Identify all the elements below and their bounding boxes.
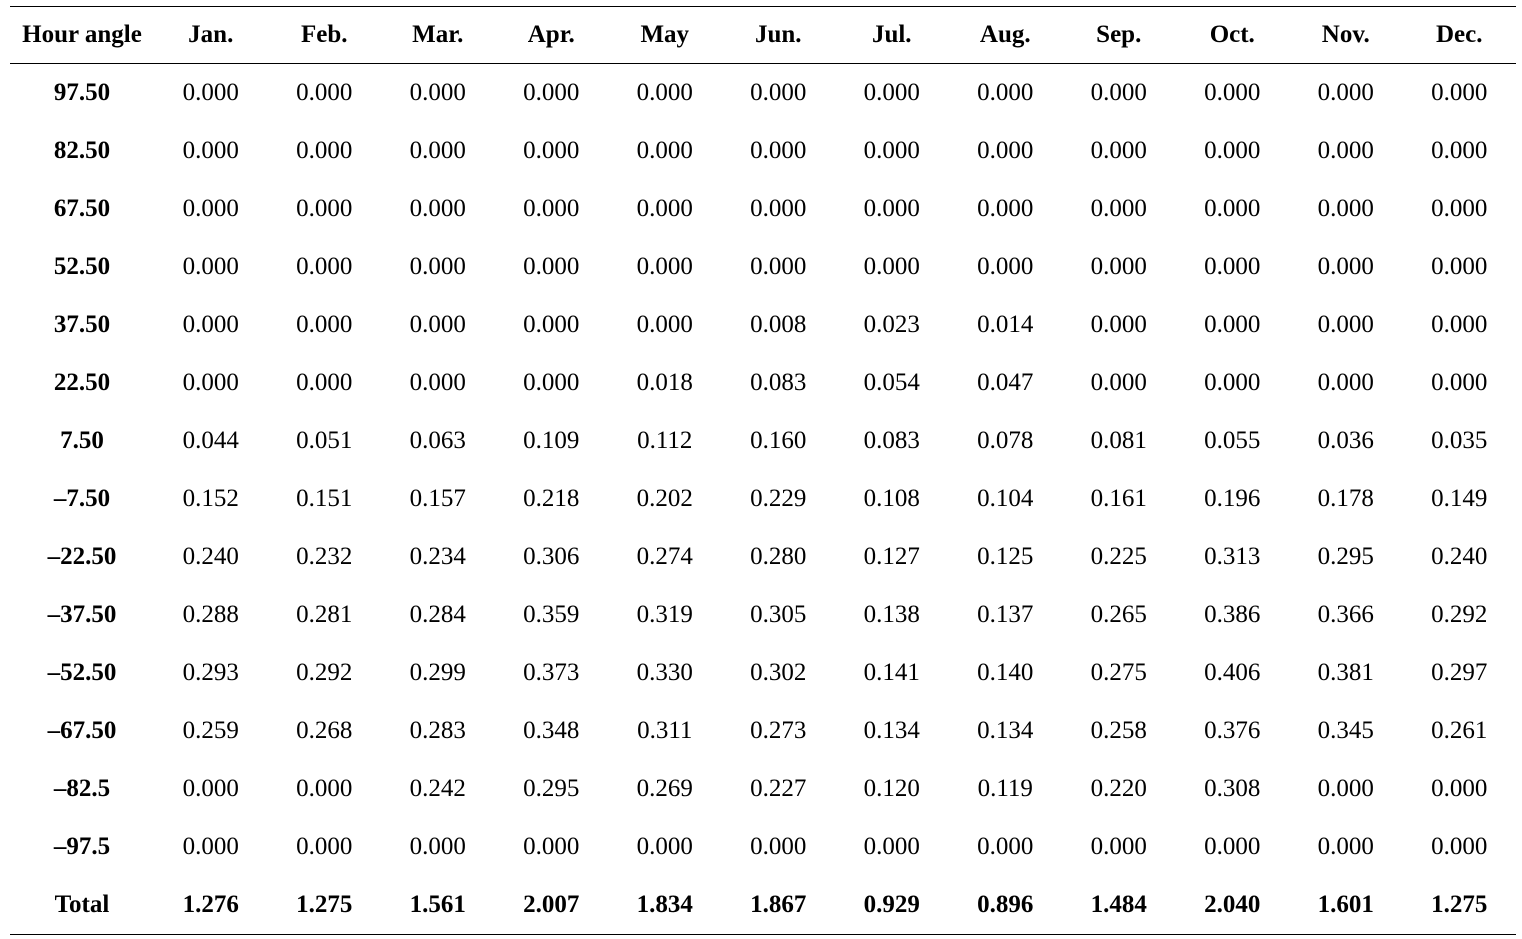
table-cell: 0.141: [863, 659, 920, 686]
table-cell: 0.319: [636, 601, 693, 628]
table-row: [10, 238, 1516, 296]
row-label-hour-angle: –7.50: [53, 485, 111, 512]
table-cell: 0.134: [863, 717, 920, 744]
table-cell: 0.268: [296, 717, 353, 744]
table-cell: 0.000: [296, 137, 353, 164]
table-cell: 0.078: [977, 427, 1034, 454]
row-label-hour-angle: –37.50: [47, 601, 117, 628]
table-cell: 0.000: [1090, 253, 1147, 280]
table-cell: 0.240: [1431, 543, 1488, 570]
table-cell: 0.000: [1431, 311, 1488, 338]
total-label: Total: [10, 876, 154, 935]
table-cell: 0.259: [182, 717, 239, 744]
table-cell: 0.000: [863, 137, 920, 164]
table-row: [10, 818, 1516, 876]
table-cell: 0.112: [637, 427, 693, 454]
table-cell: 0.047: [977, 369, 1034, 396]
table-cell: 0.218: [523, 485, 580, 512]
table-cell: 0.000: [1090, 195, 1147, 222]
table-cell: 0.275: [1090, 659, 1147, 686]
table-cell: 0.000: [1090, 369, 1147, 396]
table-cell: 0.000: [1431, 833, 1488, 860]
column-header-month: Oct.: [1176, 7, 1290, 64]
table-cell: 0.000: [296, 369, 353, 396]
total-cell: 2.007: [495, 876, 609, 935]
table-cell: 0.000: [409, 311, 466, 338]
table-row: [10, 64, 1516, 123]
table-cell: 0.000: [296, 775, 353, 802]
table-cell: 0.348: [523, 717, 580, 744]
column-header-month: Dec.: [1403, 7, 1517, 64]
table-row: [10, 702, 1516, 760]
table-cell: 0.137: [977, 601, 1034, 628]
table-row: [10, 586, 1516, 644]
table-cell: 0.000: [409, 195, 466, 222]
table-cell: 0.265: [1090, 601, 1147, 628]
table-cell: 0.051: [296, 427, 353, 454]
table-cell: 0.083: [863, 427, 920, 454]
table-cell: 0.311: [637, 717, 693, 744]
table-row: [10, 412, 1516, 470]
row-label-hour-angle: 37.50: [53, 311, 111, 338]
table-cell: 0.000: [750, 137, 807, 164]
table-row: [10, 470, 1516, 528]
table-cell: 0.140: [977, 659, 1034, 686]
table-cell: 0.000: [523, 311, 580, 338]
table-cell: 0.000: [1204, 137, 1261, 164]
table-cell: 0.000: [409, 369, 466, 396]
table-cell: 0.000: [636, 137, 693, 164]
table-cell: 0.151: [296, 485, 353, 512]
table-cell: 0.376: [1204, 717, 1261, 744]
table-cell: 0.000: [863, 833, 920, 860]
table-cell: 0.295: [1317, 543, 1374, 570]
table-cell: 0.000: [977, 137, 1034, 164]
table-cell: 0.281: [296, 601, 353, 628]
table-cell: 0.127: [863, 543, 920, 570]
total-cell: 1.867: [722, 876, 836, 935]
table-row: [10, 528, 1516, 586]
table-cell: 0.000: [1090, 137, 1147, 164]
table-cell: 0.273: [750, 717, 807, 744]
row-label-hour-angle: –82.5: [53, 775, 111, 802]
table-cell: 0.000: [1317, 195, 1374, 222]
table-cell: 0.306: [523, 543, 580, 570]
table-cell: 0.261: [1431, 717, 1488, 744]
total-cell: 0.896: [949, 876, 1063, 935]
total-cell: 0.929: [835, 876, 949, 935]
table-cell: 0.000: [182, 311, 239, 338]
table-cell: 0.359: [523, 601, 580, 628]
table-cell: 0.000: [523, 195, 580, 222]
table-cell: 0.000: [523, 253, 580, 280]
table-cell: 0.000: [636, 195, 693, 222]
table-cell: 0.000: [1317, 137, 1374, 164]
table-cell: 0.000: [1317, 79, 1374, 106]
column-header-month: Nov.: [1289, 7, 1403, 64]
table-cell: 0.054: [863, 369, 920, 396]
table-cell: 0.023: [863, 311, 920, 338]
table-cell: 0.000: [523, 369, 580, 396]
table-cell: 0.000: [750, 195, 807, 222]
table-cell: 0.345: [1317, 717, 1374, 744]
table-row: [10, 180, 1516, 238]
header-row: [10, 7, 1516, 64]
table-cell: 0.000: [182, 137, 239, 164]
table-cell: 0.269: [636, 775, 693, 802]
table-cell: 0.119: [977, 775, 1033, 802]
row-label-hour-angle: 52.50: [53, 253, 111, 280]
table-cell: 0.008: [750, 311, 807, 338]
table-cell: 0.000: [636, 79, 693, 106]
table-cell: 0.000: [1204, 79, 1261, 106]
table-row: [10, 122, 1516, 180]
total-cell: 1.275: [1403, 876, 1517, 935]
table-cell: 0.283: [409, 717, 466, 744]
table-cell: 0.000: [1204, 253, 1261, 280]
table-cell: 0.081: [1090, 427, 1147, 454]
row-label-hour-angle: 67.50: [53, 195, 111, 222]
table-cell: 0.000: [863, 79, 920, 106]
table-cell: 0.242: [409, 775, 466, 802]
table-cell: 0.284: [409, 601, 466, 628]
table-cell: 0.000: [409, 137, 466, 164]
table-cell: 0.000: [182, 369, 239, 396]
column-header-month: Sep.: [1062, 7, 1176, 64]
table-cell: 0.373: [523, 659, 580, 686]
hour-angle-monthly-table: [10, 6, 1516, 935]
table-cell: 0.232: [296, 543, 353, 570]
table-cell: 0.000: [1204, 369, 1261, 396]
table-cell: 0.366: [1317, 601, 1374, 628]
table-cell: 0.000: [296, 253, 353, 280]
data-table-container: [10, 6, 1516, 935]
table-cell: 0.000: [1317, 775, 1374, 802]
table-cell: 0.000: [1317, 369, 1374, 396]
row-label-hour-angle: –97.5: [53, 833, 111, 860]
column-header-month: Jan.: [154, 7, 268, 64]
table-cell: 0.000: [296, 79, 353, 106]
table-cell: 0.313: [1204, 543, 1261, 570]
table-cell: 0.063: [409, 427, 466, 454]
table-cell: 0.240: [182, 543, 239, 570]
table-cell: 0.000: [750, 253, 807, 280]
table-cell: 0.196: [1204, 485, 1261, 512]
column-header-month: Jul.: [835, 7, 949, 64]
table-cell: 0.000: [1090, 79, 1147, 106]
table-cell: 0.225: [1090, 543, 1147, 570]
table-cell: 0.000: [1204, 195, 1261, 222]
table-cell: 0.160: [750, 427, 807, 454]
table-cell: 0.220: [1090, 775, 1147, 802]
table-cell: 0.044: [182, 427, 239, 454]
table-cell: 0.018: [636, 369, 693, 396]
table-cell: 0.000: [409, 253, 466, 280]
table-cell: 0.000: [1431, 79, 1488, 106]
row-label-hour-angle: 22.50: [53, 369, 111, 396]
table-cell: 0.292: [1431, 601, 1488, 628]
column-header-month: Jun.: [722, 7, 836, 64]
table-cell: 0.000: [750, 833, 807, 860]
table-cell: 0.000: [863, 195, 920, 222]
column-header-month: Apr.: [495, 7, 609, 64]
table-cell: 0.000: [636, 253, 693, 280]
table-cell: 0.083: [750, 369, 807, 396]
row-label-hour-angle: –52.50: [47, 659, 117, 686]
table-cell: 0.134: [977, 717, 1034, 744]
table-cell: 0.280: [750, 543, 807, 570]
column-header-hour-angle: Hour angle: [10, 7, 154, 64]
table-cell: 0.000: [182, 833, 239, 860]
table-cell: 0.234: [409, 543, 466, 570]
table-cell: 0.000: [977, 253, 1034, 280]
table-cell: 0.161: [1090, 485, 1147, 512]
table-body: [10, 64, 1516, 935]
table-cell: 0.202: [636, 485, 693, 512]
column-header-month: Aug.: [949, 7, 1063, 64]
table-cell: 0.000: [1317, 253, 1374, 280]
table-cell: 0.295: [523, 775, 580, 802]
table-cell: 0.302: [750, 659, 807, 686]
table-cell: 0.000: [1431, 195, 1488, 222]
table-cell: 0.000: [863, 253, 920, 280]
table-cell: 0.227: [750, 775, 807, 802]
table-cell: 0.297: [1431, 659, 1488, 686]
table-cell: 0.000: [409, 79, 466, 106]
table-cell: 0.292: [296, 659, 353, 686]
table-cell: 0.000: [182, 253, 239, 280]
table-cell: 0.000: [523, 137, 580, 164]
table-cell: 0.120: [863, 775, 920, 802]
table-cell: 0.000: [296, 311, 353, 338]
table-cell: 0.229: [750, 485, 807, 512]
table-cell: 0.000: [296, 833, 353, 860]
table-cell: 0.000: [182, 775, 239, 802]
row-label-hour-angle: 82.50: [53, 137, 111, 164]
total-cell: 1.561: [381, 876, 495, 935]
row-label-hour-angle: –22.50: [47, 543, 117, 570]
table-header: [10, 7, 1516, 64]
table-cell: 0.293: [182, 659, 239, 686]
table-cell: 0.000: [636, 311, 693, 338]
table-cell: 0.288: [182, 601, 239, 628]
total-row: [10, 876, 1516, 935]
table-cell: 0.305: [750, 601, 807, 628]
table-cell: 0.109: [523, 427, 580, 454]
column-header-month: May: [608, 7, 722, 64]
table-cell: 0.000: [409, 833, 466, 860]
table-cell: 0.055: [1204, 427, 1261, 454]
table-cell: 0.000: [1090, 833, 1147, 860]
table-cell: 0.104: [977, 485, 1034, 512]
table-cell: 0.000: [1431, 253, 1488, 280]
table-cell: 0.000: [182, 79, 239, 106]
table-cell: 0.036: [1317, 427, 1374, 454]
table-cell: 0.157: [409, 485, 466, 512]
total-cell: 1.484: [1062, 876, 1176, 935]
table-cell: 0.406: [1204, 659, 1261, 686]
table-cell: 0.000: [1431, 137, 1488, 164]
total-cell: 2.040: [1176, 876, 1290, 935]
column-header-month: Mar.: [381, 7, 495, 64]
table-cell: 0.381: [1317, 659, 1374, 686]
table-cell: 0.149: [1431, 485, 1488, 512]
table-cell: 0.000: [636, 833, 693, 860]
table-cell: 0.000: [1090, 311, 1147, 338]
column-header-month: Feb.: [268, 7, 382, 64]
table-cell: 0.000: [1204, 311, 1261, 338]
table-cell: 0.000: [977, 833, 1034, 860]
table-row: [10, 354, 1516, 412]
table-cell: 0.308: [1204, 775, 1261, 802]
row-label-hour-angle: 97.50: [53, 79, 111, 106]
table-cell: 0.274: [636, 543, 693, 570]
table-cell: 0.000: [750, 79, 807, 106]
table-cell: 0.014: [977, 311, 1034, 338]
table-cell: 0.000: [977, 79, 1034, 106]
table-cell: 0.000: [296, 195, 353, 222]
table-cell: 0.138: [863, 601, 920, 628]
table-cell: 0.000: [1431, 775, 1488, 802]
row-label-hour-angle: –67.50: [47, 717, 117, 744]
table-cell: 0.000: [523, 79, 580, 106]
table-row: [10, 644, 1516, 702]
row-label-hour-angle: 7.50: [60, 427, 104, 454]
table-cell: 0.000: [182, 195, 239, 222]
table-cell: 0.152: [182, 485, 239, 512]
table-cell: 0.299: [409, 659, 466, 686]
table-cell: 0.000: [1204, 833, 1261, 860]
total-cell: 1.834: [608, 876, 722, 935]
table-cell: 0.035: [1431, 427, 1488, 454]
table-cell: 0.125: [977, 543, 1034, 570]
table-row: [10, 296, 1516, 354]
table-cell: 0.000: [977, 195, 1034, 222]
table-row: [10, 760, 1516, 818]
total-cell: 1.275: [268, 876, 382, 935]
table-cell: 0.178: [1317, 485, 1374, 512]
total-cell: 1.601: [1289, 876, 1403, 935]
table-cell: 0.108: [863, 485, 920, 512]
table-cell: 0.000: [1317, 311, 1374, 338]
table-cell: 0.000: [523, 833, 580, 860]
table-cell: 0.258: [1090, 717, 1147, 744]
table-cell: 0.000: [1317, 833, 1374, 860]
table-cell: 0.386: [1204, 601, 1261, 628]
total-cell: 1.276: [154, 876, 268, 935]
table-cell: 0.330: [636, 659, 693, 686]
table-cell: 0.000: [1431, 369, 1488, 396]
